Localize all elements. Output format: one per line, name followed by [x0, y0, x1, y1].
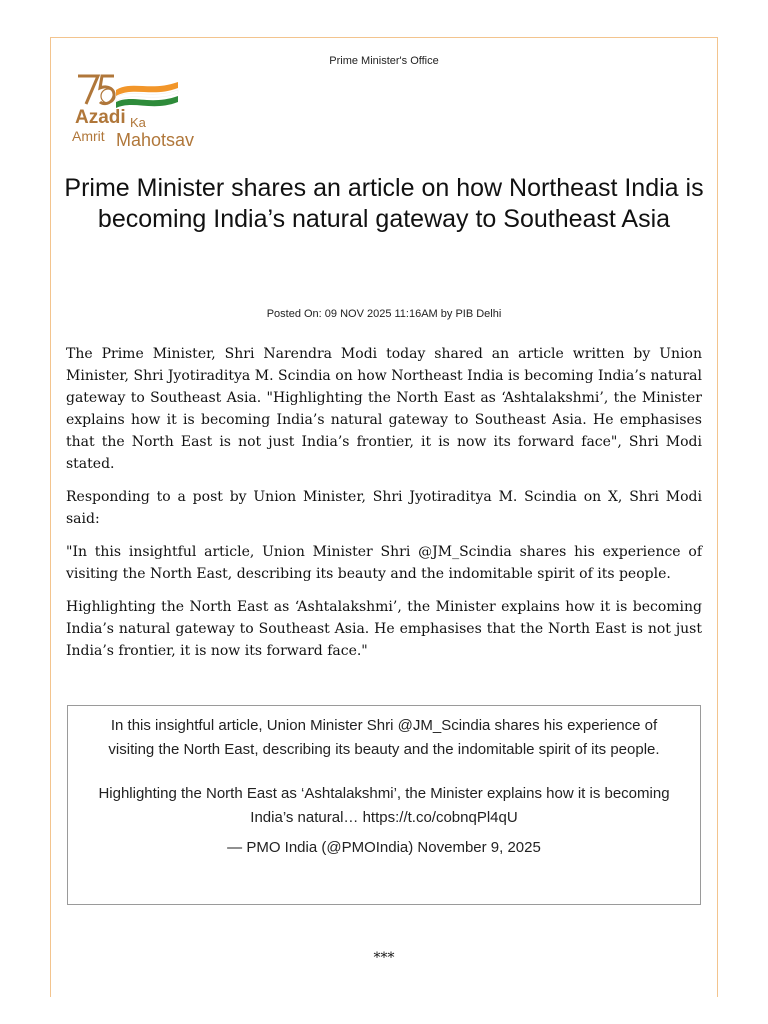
azadi-ka-amrit-mahotsav-logo	[70, 70, 210, 154]
article-paragraph: Responding to a post by Union Minister, Shri Jyotiraditya M. Scindia on X, Shri Modi said:	[66, 489, 702, 527]
posted-date: Posted On: 09 NOV 2025 11:16AM by PIB Delhi	[266, 308, 502, 320]
tweet-signature[interactable]: — PMO India (@PMOIndia) November 9, 2025	[227, 839, 541, 856]
article-body	[66, 343, 702, 673]
tweet-paragraph[interactable]: Highlighting the North East as ‘Ashtalakshmi’, the Minister explains how it is becoming India’s natural… https://t.co/cobnqPl4qU	[98, 785, 670, 826]
logo-text-ka: Ka	[130, 115, 146, 130]
article-paragraph: Highlighting the North East as ‘Ashtalakshmi’, the Minister explains how it is becoming India’s natural gateway to Southeast Asia. He emphasises that the North East is not just India’s frontier, it is now its forward face."	[66, 599, 702, 659]
tweet-paragraph: In this insightful article, Union Minister Shri @JM_Scindia shares his experience of visiting the North East, describing its beauty and the indomitable spirit of its people.	[108, 717, 660, 758]
article-paragraph: The Prime Minister, Shri Narendra Modi today shared an article written by Union Minister, Shri Jyotiraditya M. Scindia on how Northeast India is becoming India’s natural gateway to Southeast Asia. "Highlighting the North East as ‘Ashtalakshmi’, the Minister explains how it is becoming India’s natural gateway to Southeast Asia. He emphasises that the North East is not just India’s frontier, it is now its forward face", Shri Modi stated.	[66, 346, 702, 472]
logo-text-azadi: Azadi	[75, 107, 126, 128]
embedded-tweet	[67, 705, 701, 905]
logo-text-mahotsav: Mahotsav	[116, 130, 195, 150]
article-paragraph: "In this insightful article, Union Minister Shri @JM_Scindia shares his experience of visiting the North East, describing its beauty and the indomitable spirit of its people.	[66, 544, 702, 582]
article-title: Prime Minister shares an article on how Northeast India is becoming India’s natural gateway to Southeast Asia	[64, 174, 704, 233]
end-separator: ***	[373, 950, 395, 966]
logo-text-amrit: Amrit	[72, 128, 105, 144]
office-name: Prime Minister's Office	[329, 55, 439, 67]
